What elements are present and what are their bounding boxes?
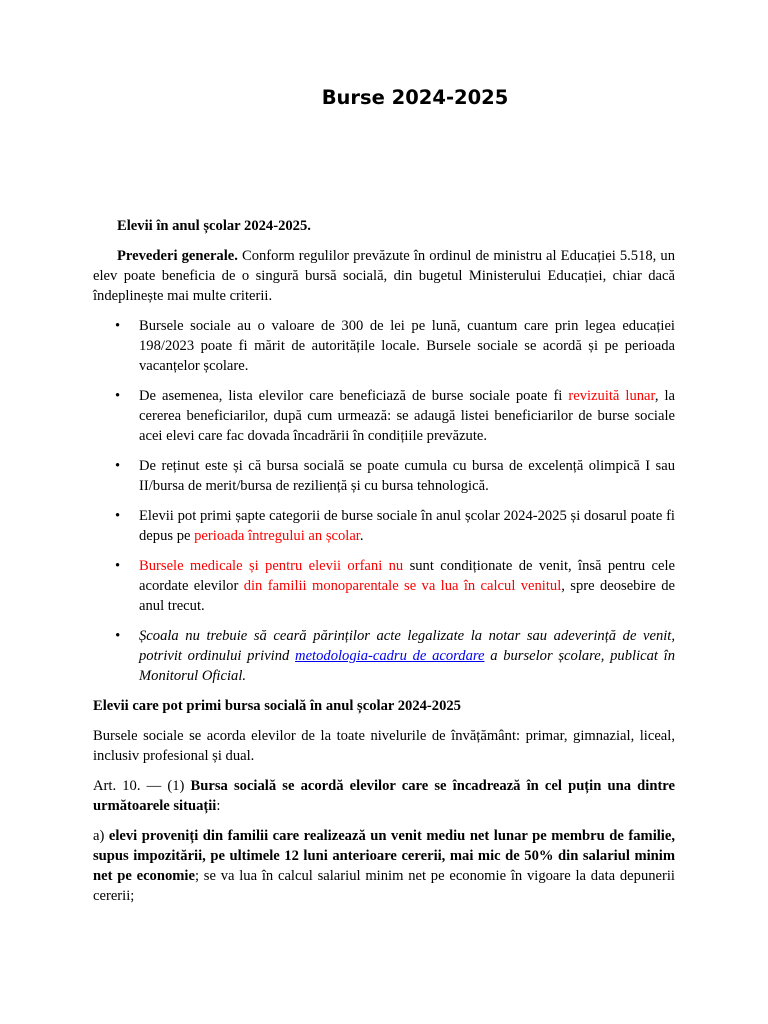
- list-item-text: , la cererea beneficiarilor, după cum urmează: se adaugă listei beneficiarilor de burse sociale acei elevi care fac dovada încadrării în condițiile prevăzute.: [139, 388, 675, 444]
- bullet-icon: •: [115, 388, 121, 404]
- list-item: [93, 556, 675, 616]
- highlight-text: perioada întregului an școlar: [194, 528, 360, 544]
- general-provisions-label: Prevederi generale.: [117, 248, 238, 264]
- list-item-text: De reținut este și că bursa socială se poate cumula cu bursa de excelență olimpică I sau II/bursa de merit/bursa de reziliență și cu bursa tehnologică.: [139, 458, 675, 494]
- bullet-icon: •: [115, 508, 121, 524]
- section-heading: [93, 696, 675, 716]
- list-item: [93, 456, 675, 496]
- bullet-icon: •: [115, 318, 121, 334]
- list-item: [93, 316, 675, 376]
- list-item-text: .: [359, 528, 364, 544]
- list-item-text: Bursele sociale au o valoare de 300 de lei pe lună, cuantum care prin legea educației 198/2023 poate fi mărit de autoritățile locale. Bursele sociale se acordă și pe perioada vacanțelor școlare.: [139, 318, 675, 374]
- highlight-text: revizuită lunar: [568, 388, 655, 404]
- list-item: [93, 626, 675, 686]
- levels-paragraph: Bursele sociale se acorda elevilor de la toate nivelurile de învățământ: primar, gimnazial, liceal, inclusiv profesional și dual.: [93, 728, 675, 764]
- bullet-icon: •: [115, 558, 121, 574]
- intro-paragraph: [93, 216, 675, 236]
- document-body: [93, 216, 675, 916]
- bullet-icon: •: [115, 458, 121, 474]
- article-prefix: Art. 10. — (1): [93, 778, 191, 794]
- list-item: [93, 386, 675, 446]
- list-item-text: De asemenea, lista elevilor care beneficiază de burse sociale poate fi: [139, 388, 569, 404]
- provisions-list: [93, 316, 675, 686]
- list-item-text: sunt condiționate de venit, însă pentru cele acordate elevilor: [139, 558, 675, 594]
- list-item-text: , spre deosebire de anul trecut.: [139, 578, 675, 614]
- list-item-text: a burselor școlare, publicat în Monitorul Oficial.: [139, 648, 676, 684]
- page-title: Burse 2024-2025: [321, 86, 509, 109]
- intro-text: Elevii în anul școlar 2024-2025.: [117, 218, 311, 234]
- bullet-icon: •: [115, 628, 121, 644]
- highlight-text: Bursele medicale și pentru elevii orfani nu: [139, 558, 404, 574]
- article-bold-text: Bursa socială se acordă elevilor care se încadrează în cel puțin una dintre următoarele situații: [93, 778, 675, 814]
- section-heading-text: Elevii care pot primi bursa socială în anul școlar 2024-2025: [93, 698, 461, 714]
- item-a-paragraph: [93, 826, 675, 906]
- item-bold-text: elevi proveniți din familii care realizează un venit mediu net lunar pe membru de familie, supus impozitării, pe ultimele 12 luni anterioare cererii, mai mic de 50% din salariul minim net pe economie: [93, 828, 675, 884]
- article-10-paragraph: [93, 776, 675, 816]
- general-provisions-paragraph: [93, 246, 675, 306]
- highlight-text: din familii monoparentale se va lua în calcul venitul: [243, 578, 562, 594]
- item-suffix: ; se va lua în calcul salariul minim net pe economie în vigoare la data depunerii cererii;: [93, 868, 675, 904]
- list-item: [93, 506, 675, 546]
- item-prefix: a): [93, 828, 109, 844]
- list-item-text: Școala nu trebuie să ceară părinților acte legalizate la notar sau adeverință de venit, potrivit ordinului privind: [139, 628, 675, 664]
- list-item-text: Elevii pot primi șapte categorii de burse sociale în anul școlar 2024-2025 și dosarul poate fi depus pe: [139, 508, 675, 544]
- general-provisions-text: Conform regulilor prevăzute în ordinul de ministru al Educației 5.518, un elev poate beneficia de o singură bursă socială, din bugetul Ministerului Educației, chiar dacă îndeplinește mai multe criterii.: [93, 248, 675, 304]
- article-suffix: :: [216, 798, 221, 814]
- methodology-link[interactable]: metodologia-cadru de acordare: [295, 648, 485, 664]
